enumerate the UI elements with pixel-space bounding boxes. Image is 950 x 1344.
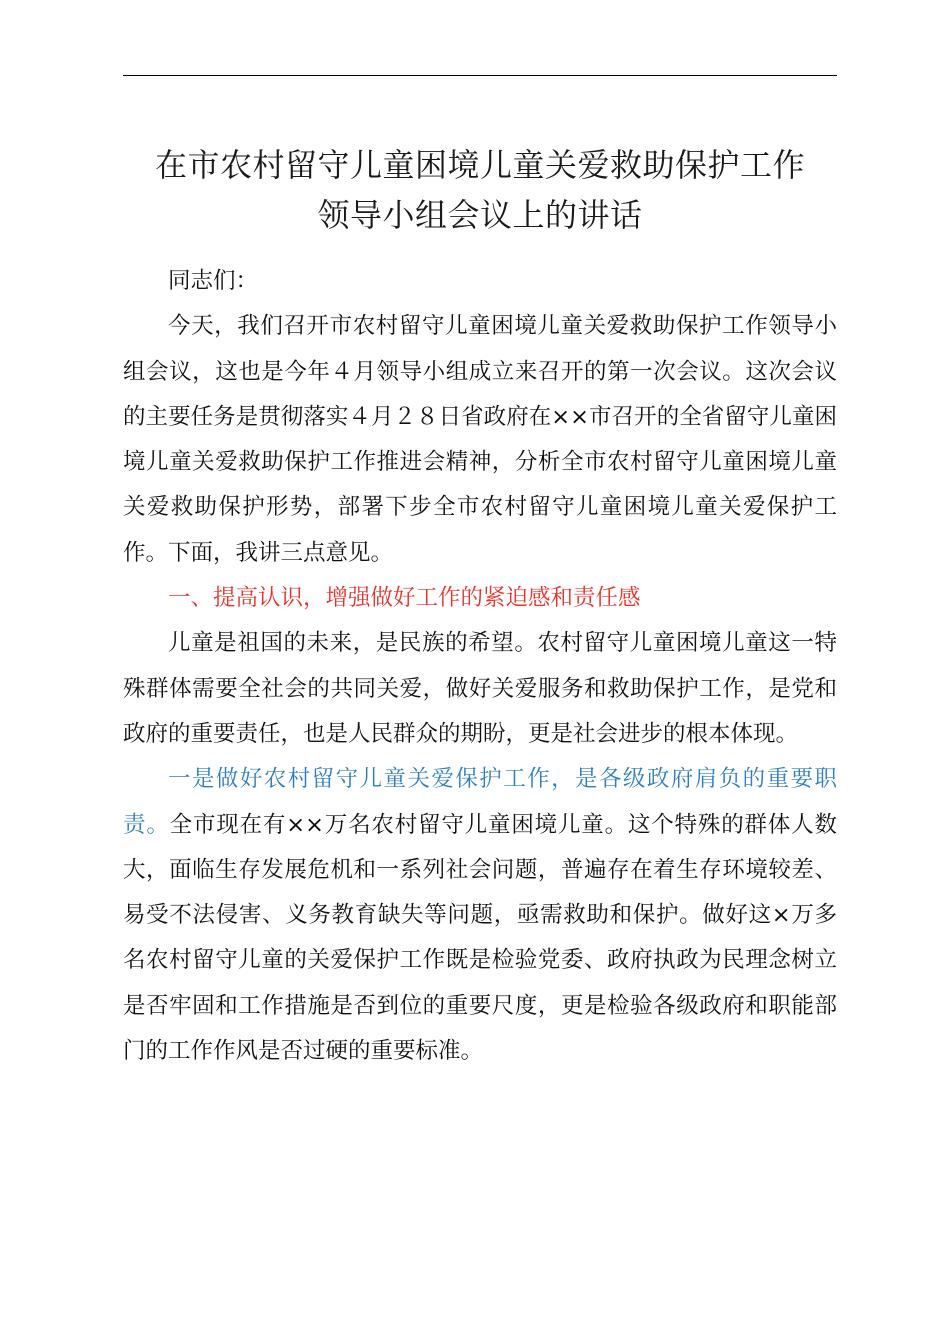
header-rule [123, 75, 837, 76]
point-1-heading: 一是做好农村留守儿童关爱保护工作，是各级政府肩负的重要职责。 [123, 766, 837, 838]
document-title-line-1: 在市农村留守儿童困境儿童关爱救助保护工作 [154, 146, 805, 184]
intro-paragraph: 今天，我们召开市农村留守儿童困境儿童关爱救助保护工作领导小组会议，这也是今年４月领导小组成立来召开的第一次会议。这次会议的主要任务是贯彻落实４月２８日省政府在××市召开的全省留守儿童困境儿童关爱救助保护工作推进会精神，分析全市农村留守儿童困境儿童关爱救助保护形势，部署下步全市农村留守儿童困境儿童关爱保护工作。下面，我讲三点意见。 [123, 313, 837, 566]
point-1-text: 全市现在有××万名农村留守儿童困境儿童。这个特殊的群体人数大，面临生存发展危机和一系列社会问题，普遍存在着生存环境较差、易受不法侵害、义务教育缺失等问题，亟需救助和保护。做好这×万多名农村留守儿童的关爱保护工作既是检验党委、政府执政为民理念树立是否牢固和工作措施是否到位的重要尺度，更是检验各级政府和职能部门的工作作风是否过硬的重要标准。 [123, 811, 837, 1065]
document-title-line-2: 领导小组会议上的讲话 [317, 196, 643, 234]
document-body [123, 259, 837, 1074]
section-1-paragraph: 儿童是祖国的未来，是民族的希望。农村留守儿童困境儿童这一特殊群体需要全社会的共同关爱，做好关爱服务和救助保护工作，是党和政府的重要责任，也是人民群众的期盼，更是社会进步的根本体现。 [123, 630, 837, 747]
section-1-heading: 一、提高认识，增强做好工作的紧迫感和责任感 [168, 585, 641, 612]
point-1-paragraph [123, 757, 837, 1074]
salutation: 同志们： [168, 268, 259, 294]
